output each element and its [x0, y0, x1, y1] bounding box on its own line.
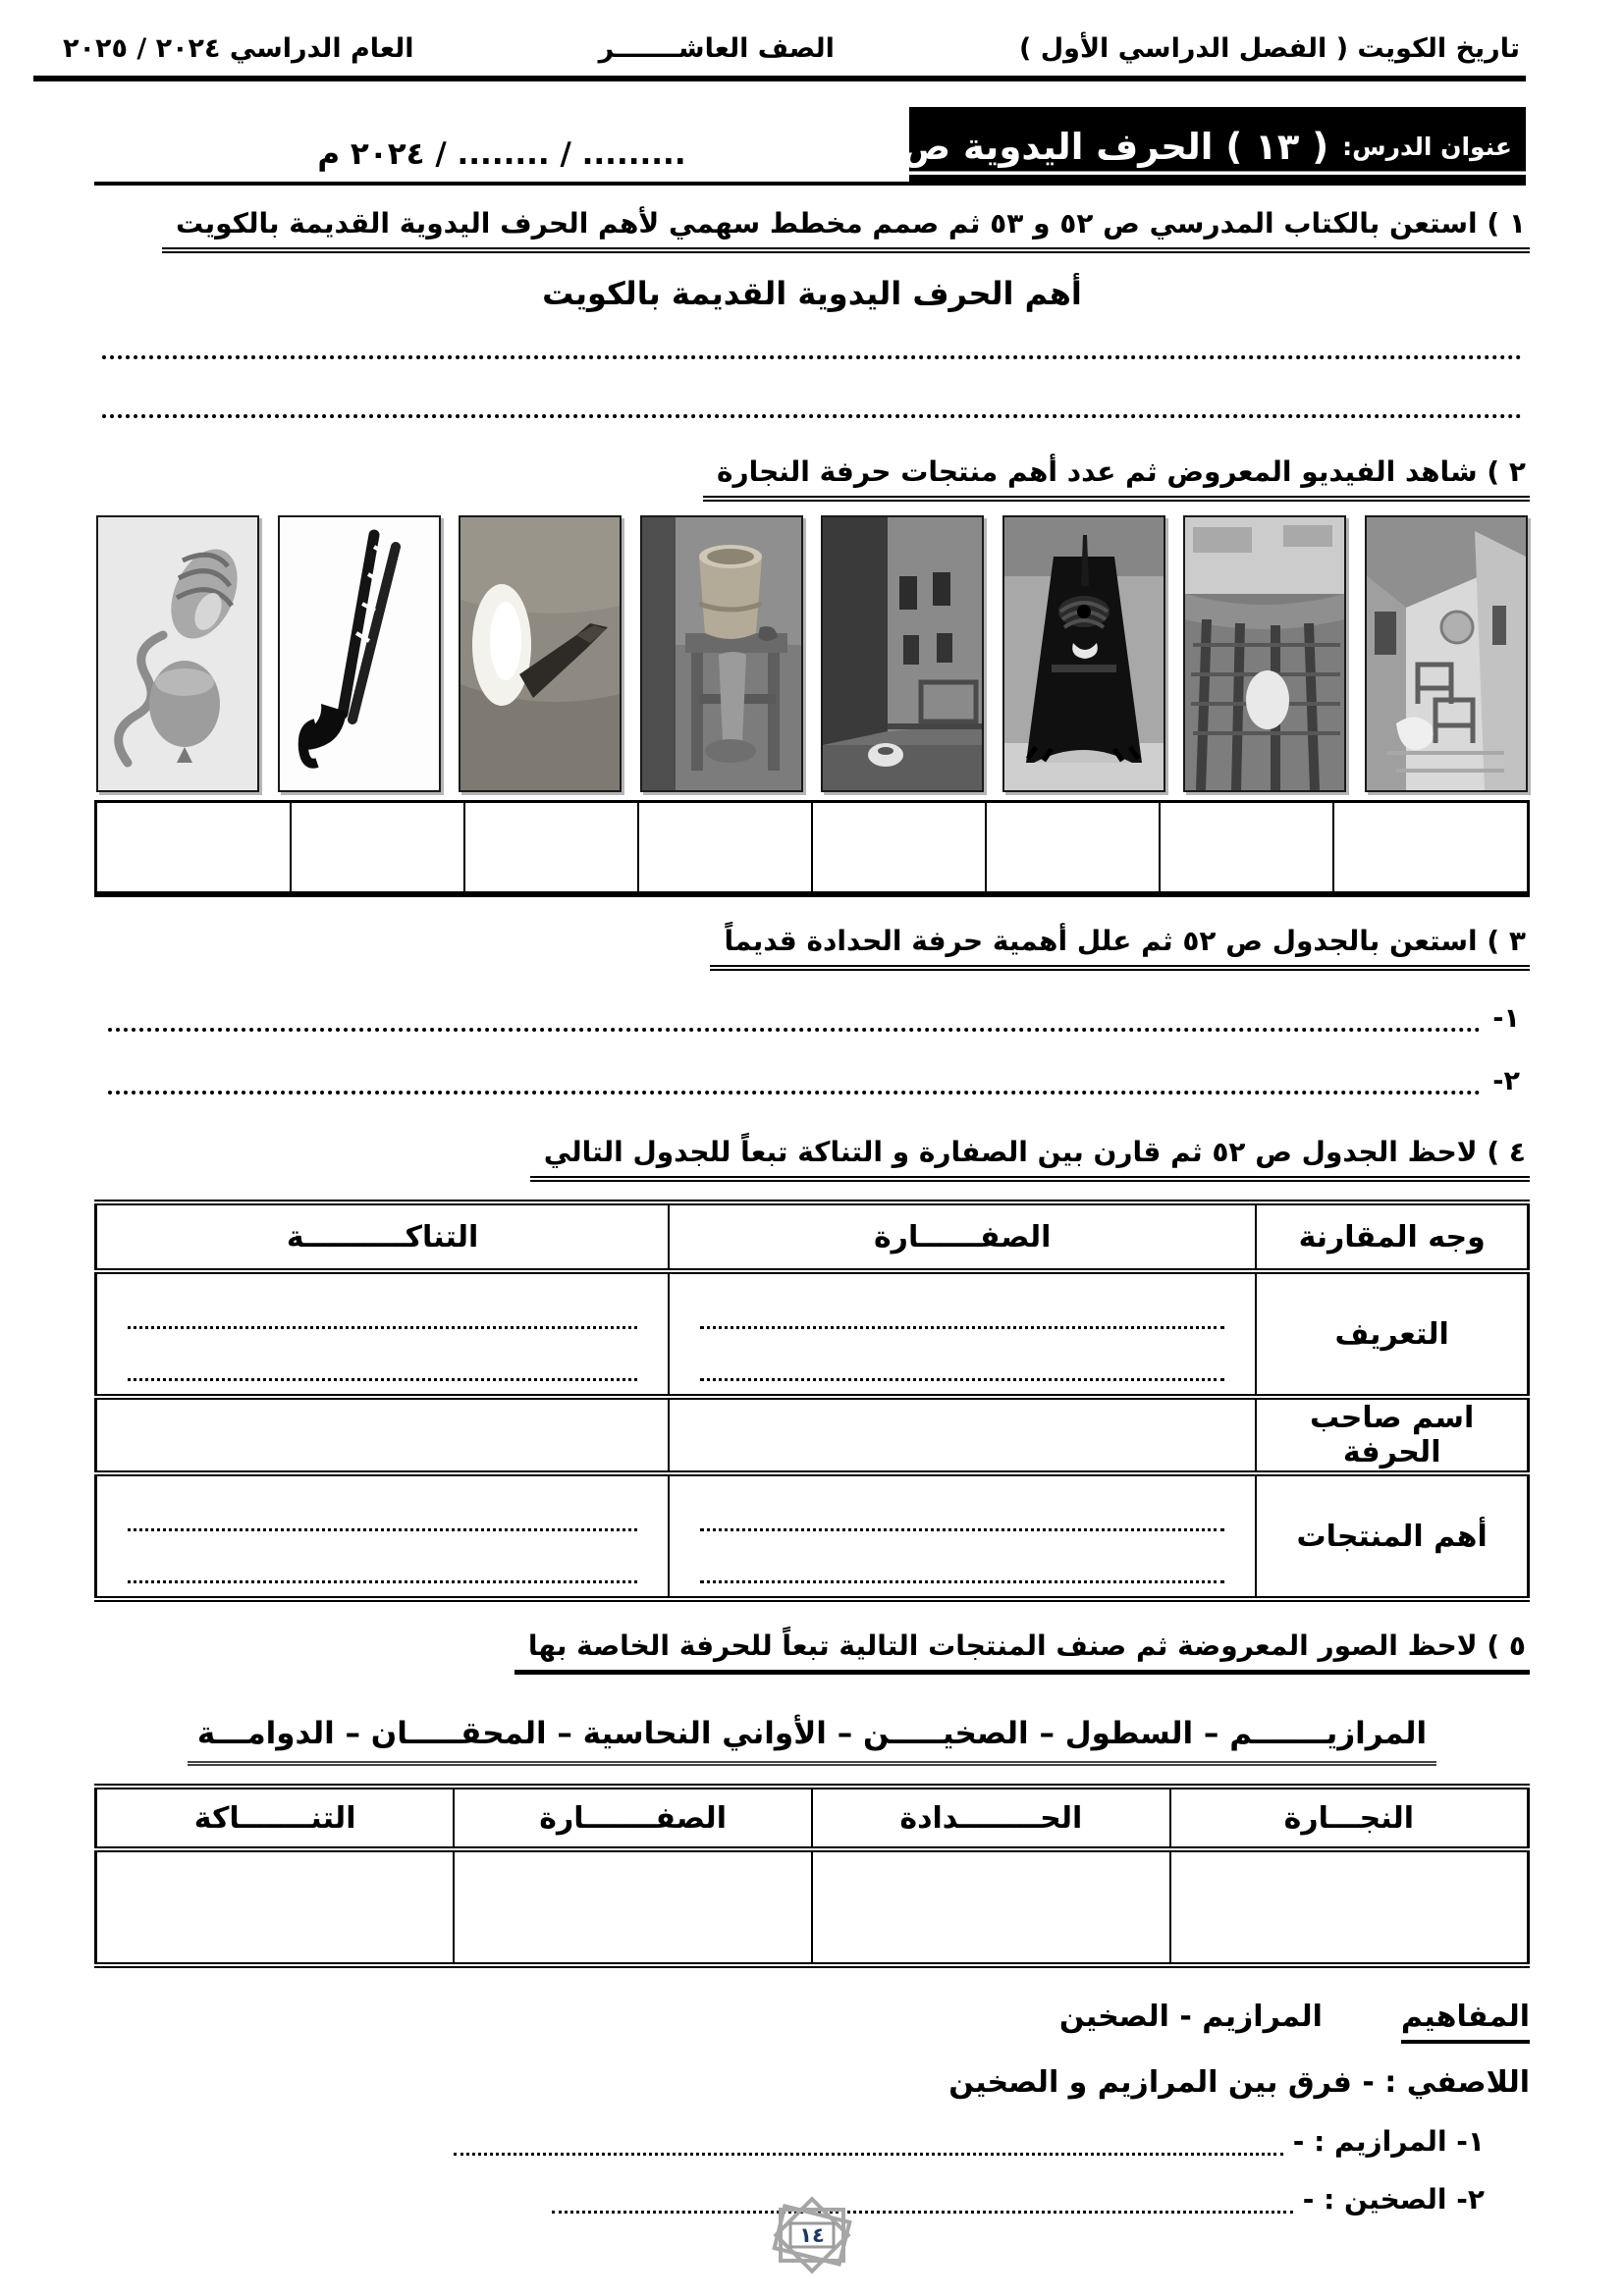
photo-answer-cell	[986, 802, 1160, 895]
answer-blank-line	[454, 2127, 1283, 2156]
photo-answer-cell	[464, 802, 638, 895]
row-label-definition: التعريف	[1256, 1271, 1528, 1397]
row-label-craftsman: اسم صاحب الحرفة	[1256, 1397, 1528, 1473]
products-answer-cell	[96, 1473, 670, 1599]
question-1-heading: ١ ) استعن بالكتاب المدرسي ص ٥٢ و ٥٣ ثم صمم مخطط سهمي لأهم الحرف اليدوية القديمة بالكويت	[162, 207, 1530, 253]
definition-answer-cell	[669, 1271, 1256, 1397]
answer-blank-line	[108, 1000, 1481, 1032]
answer-blank-line	[552, 2185, 1293, 2214]
photo-answers-row	[96, 802, 1529, 895]
lesson-title-text: ( ١٣ ) الحرف اليدوية ص ٥٢.	[831, 125, 1329, 168]
lesson-title-row	[94, 107, 1526, 186]
q3-item-number: ١-	[1492, 1003, 1520, 1034]
classification-table	[94, 1784, 1530, 1968]
classification-header-saffara: الصفـــــــارة	[454, 1787, 812, 1849]
classification-answer-cell	[812, 1849, 1170, 1965]
comparison-table	[94, 1200, 1530, 1602]
comparison-header-row	[96, 1202, 1529, 1271]
comparison-header-saffara: الصفــــــارة	[669, 1202, 1256, 1271]
classification-answer-row	[96, 1849, 1529, 1965]
date-blanks: ......... / ........ / ٢٠٢٤ م	[317, 136, 686, 172]
photo-answer-cell	[1333, 802, 1529, 895]
answer-blank-line	[700, 1495, 1224, 1531]
classification-answer-cell	[454, 1849, 812, 1965]
comparison-header-aspect: وجه المقارنة	[1256, 1202, 1528, 1271]
spinning-top-photo	[96, 515, 259, 792]
q3-answer-line-1	[108, 1000, 1520, 1034]
answer-blank-line	[128, 1293, 637, 1329]
date-line	[94, 107, 909, 186]
extracurricular-task: اللاصفي : - فرق بين المرازيم و الصخين	[948, 2065, 1530, 2100]
classification-header-blacksmithing: الحــــــــدادة	[812, 1787, 1170, 1849]
craft-photos-strip	[94, 515, 1530, 792]
photo-answers-table	[94, 800, 1530, 897]
craftsman-answer-cell	[96, 1397, 670, 1473]
question-2-heading: ٢ ) شاهد الفيديو المعروض ثم عدد أهم منتجات حرفة النجارة	[703, 455, 1530, 502]
answer-blank-line	[128, 1335, 637, 1381]
craftsman-answer-cell	[669, 1397, 1256, 1473]
photo-answer-cell	[1160, 802, 1333, 895]
page-number: ١٤	[799, 2223, 825, 2247]
header-rule	[33, 76, 1526, 81]
question-4-heading: ٤ ) لاحظ الجدول ص ٥٢ ثم قارن بين الصفارة و التناكة تبعاً للجدول التالي	[530, 1136, 1530, 1182]
concepts-value: المرازيم - الصخين	[1058, 2000, 1323, 2034]
products-answer-cell	[669, 1473, 1256, 1599]
old-courtyard-photo	[1365, 515, 1528, 792]
q1-diagram-title: أهم الحرف اليدوية القديمة بالكويت	[542, 275, 1082, 312]
classification-header-row	[96, 1787, 1529, 1849]
comparison-row-definition	[96, 1271, 1529, 1397]
header-grade: الصف العاشـــــــر	[598, 33, 835, 64]
worksheet-content	[0, 207, 1624, 2216]
q3-answer-line-2	[108, 1063, 1520, 1096]
answer-blank-line	[128, 1495, 637, 1531]
definition-line-marazeem	[94, 2125, 1530, 2158]
comparison-row-products	[96, 1473, 1529, 1599]
photo-answer-cell	[638, 802, 812, 895]
classification-answer-cell	[1170, 1849, 1529, 1965]
classification-answer-cell	[96, 1849, 455, 1965]
lesson-title-label: عنوان الدرس:	[1342, 132, 1512, 161]
products-word-bank: المرازيـــــــم – السطول – الصخيـــــن – الأواني النحاسية – المحقـــــان – الدوامـــة	[188, 1716, 1436, 1766]
q3-item-number: ٢-	[1492, 1066, 1520, 1096]
header-course: تاريخ الكويت ( الفصل الدراسي الأول )	[1019, 33, 1520, 64]
question-3-heading: ٣ ) استعن بالجدول ص ٥٢ ثم علل أهمية حرفة الحدادة قديماً	[710, 925, 1530, 971]
comparison-header-tanaka: التناكــــــــــة	[96, 1202, 670, 1271]
classification-header-carpentry: النجـــارة	[1170, 1787, 1529, 1849]
blacksmith-fire-photo	[459, 515, 622, 792]
answer-blank-line	[700, 1293, 1224, 1329]
lesson-title-bar	[831, 107, 1526, 186]
definition-label: ٢- الصخين : -	[1302, 2183, 1485, 2216]
concepts-line	[94, 2000, 1530, 2044]
page-number-ornament	[767, 2190, 857, 2280]
metal-tongs-photo	[278, 515, 441, 792]
definition-answer-cell	[96, 1271, 670, 1397]
photo-answer-cell	[812, 802, 986, 895]
old-house-alley-photo	[821, 515, 984, 792]
comparison-row-craftsman	[96, 1397, 1529, 1473]
definition-label: ١- المرازيم : -	[1292, 2125, 1485, 2158]
page-header	[0, 0, 1624, 64]
classification-header-tanaka: التنـــــــاكة	[96, 1787, 455, 1849]
question-5-heading: ٥ ) لاحظ الصور المعروضة ثم صنف المنتجات التالية تبعاً للحرفة الخاصة بها	[514, 1629, 1530, 1675]
answer-blank-line	[102, 312, 1522, 359]
wooden-ceiling-photo	[1183, 515, 1346, 792]
answer-blank-line	[102, 359, 1522, 418]
vessel-on-stand-photo	[640, 515, 803, 792]
answer-blank-line	[128, 1537, 637, 1583]
header-year: العام الدراسي ٢٠٢٤ / ٢٠٢٥	[63, 33, 414, 64]
row-label-products: أهم المنتجات	[1256, 1473, 1528, 1599]
mousetrap-photo	[1002, 515, 1165, 792]
concepts-label: المفاهيم	[1401, 2000, 1530, 2044]
answer-blank-line	[108, 1063, 1481, 1095]
answer-blank-line	[700, 1335, 1224, 1381]
photo-answer-cell	[291, 802, 464, 895]
photo-answer-cell	[96, 802, 292, 895]
answer-blank-line	[700, 1537, 1224, 1583]
